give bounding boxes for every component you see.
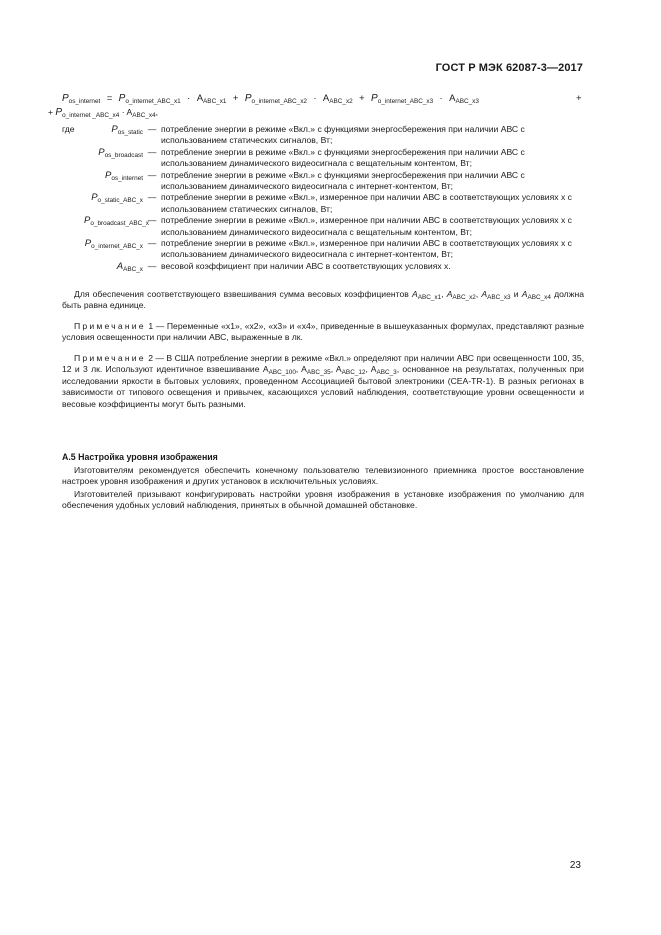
definition-row: $P_{o\_static\_ABC\_x}$ — потребление энергии в режиме «Вкл.», измеренное при наличии АВС в соответствующих условиях x с использованием статических сигналов, Вт; [91, 192, 572, 214]
weights-paragraph: Для обеспечения соответствующего взвешивания сумма весовых коэффициентов $A_{ABC\_x1}$, $A_{ABC\_x2}$, $A_{ABC\_x3}$ и $A_{ABC\_x4}$ должна быть равна единице. [62, 289, 584, 311]
formula-line-1: $P_{os\_internet} = P_{o\_internet\_ABC\_x1} \cdot A_{ABC\_x1} + P_{o\_internet\_ABC\_x2} \cdot A_{ABC\_x2} + P_{o\_internet\_ABC\_x3} \cdot A_{ABC\_x3}$ + [62, 93, 582, 105]
definition-row: $P_{o\_broadcast\_ABC\_x}$ — потребление энергии в режиме «Вкл.», измеренное при наличии АВС в соответствующих условиях x с использованием динамического видеосигнала с вещательным контентом, Вт; [84, 215, 572, 237]
formula-line-2: + $P_{o\_internet \_ABC\_x4} \cdot A_{ABC\_x4}$, [48, 107, 159, 119]
note-1: Примечание 1 — Переменные «x1», «x2», «x3» и «x4», приведенные в вышеуказанных формулах, представляют разные условия освещенности при наличии АВС, выраженные в лк. [62, 321, 585, 343]
definition-row: $P_{os\_internet}$ — потребление энергии в режиме «Вкл.» с функциями энергосбережения при наличии АВС с использованием динамического видеосигнала с интернет-контентом, Вт; [105, 169, 525, 192]
definition-row: $A_{ABC\_x}$ — весовой коэффициент при наличии АВС в соответствующих условиях x. [116, 260, 451, 273]
page-number: 23 [569, 860, 581, 871]
document-header: ГОСТ Р МЭК 62087-3—2017 [435, 62, 583, 74]
definition-row: $P_{os\_broadcast}$ — потребление энергии в режиме «Вкл.» с функциями энергосбережения при наличии АВС с использованием динамического видеосигнала с вещательным контентом, Вт; [98, 146, 525, 169]
section-paragraph-1: Изготовителям рекомендуется обеспечить конечному пользователю телевизионного приемника простое восстановление настроек уровня изображения и других установок в исключительных условиях. [62, 465, 584, 487]
section-title: А.5 Настройка уровня изображения [62, 452, 218, 462]
note-2: Примечание 2 — В США потребление энергии в режиме «Вкл.» определяют при наличии АВС при освещенности 100, 35, 12 и 3 лк. Используют идентичное взвешивание $A_{ABC\_100}$, $A_{ABC\_35}$, $A_{ABC\_12}$, $A_{ABC\_3}$, основанное на результатах, полученных при исследовании яркости в бытовых условиях, проведенном Ассоциацией бытовой электроники (CEA-TR-1). В разных регионах в зависимости от типового освещения и привычек, касающихся условий наблюдения, соответствующие уровни освещенности и весовые коэффициенты могут быть разными. [62, 353, 585, 409]
section-paragraph-2: Изготовителей призывают конфигурировать настройки уровня изображения в установке изображения по умолчанию для обеспечения удобных условий наблюдения, принятых в обычной домашней обстановке. [62, 489, 584, 511]
definition-row: где $P_{os\_static}$ — потребление энергии в режиме «Вкл.» с функциями энергосбережения при наличии АВС с использованием статических сигналов, Вт; [62, 124, 525, 146]
definitions-list [62, 124, 584, 272]
definition-row: $P_{o\_internet\_ABC\_x}$ — потребление энергии в режиме «Вкл.», измеренное при наличии АВС в соответствующих условиях x с использованием динамического видеосигнала с интернет-контентом, Вт; [84, 238, 572, 260]
